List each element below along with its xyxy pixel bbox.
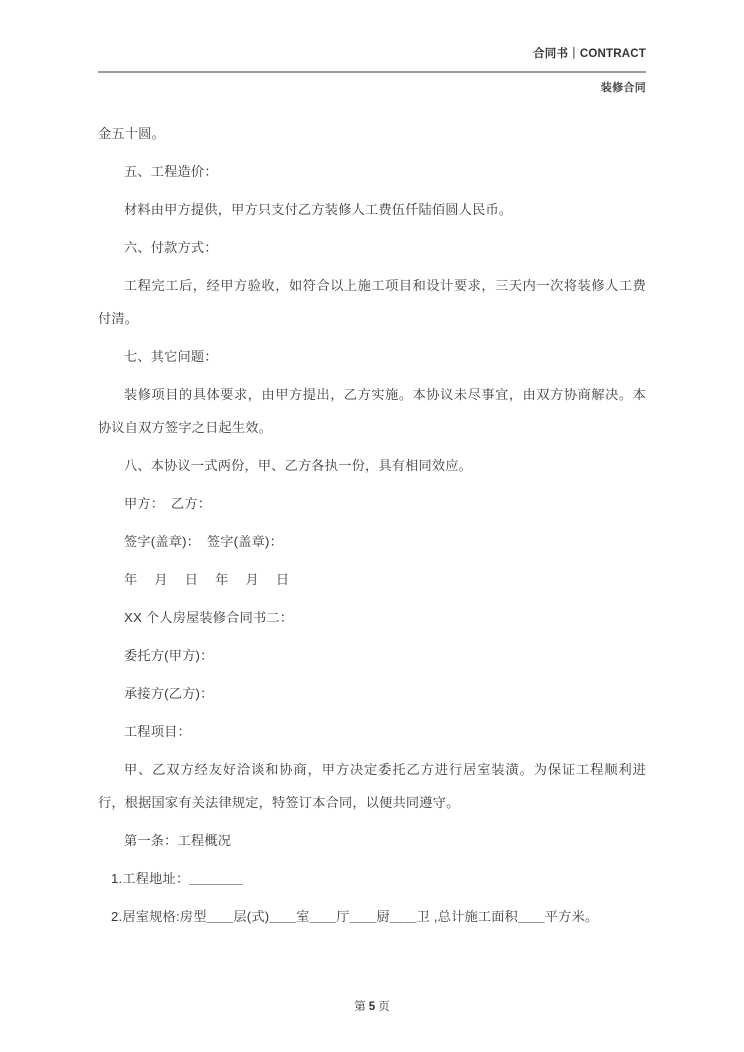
paragraph: 第一条：工程概况: [124, 833, 232, 848]
paragraph: 委托方(甲方)：: [124, 648, 214, 663]
header-subtitle: 装修合同: [600, 82, 646, 94]
paragraph: 材料由甲方提供，甲方只支付乙方装修人工费伍仟陆佰圆人民币。: [124, 202, 513, 217]
paragraph: 甲、乙双方经友好洽谈和协商，甲方决定委托乙方进行居室装潢。为保证工程顺利进行，根据国家有关法律规定，特签订本合同，以便共同遵守。: [98, 762, 646, 810]
paragraph: 2.居室规格:房型＿＿层(式)＿＿室＿＿厅＿＿厨＿＿卫 ,总计施工面积＿＿平方米。: [111, 909, 599, 924]
footer-prefix: 第: [354, 1001, 366, 1013]
paragraph: 工程项目：: [124, 724, 191, 739]
paragraph: 六、付款方式：: [124, 240, 218, 255]
page-header: [0, 0, 744, 62]
paragraph: 五、工程造价：: [124, 164, 218, 179]
paragraph: 承接方(乙方)：: [124, 686, 214, 701]
paragraph: 金五十圆。: [98, 126, 165, 141]
paragraph: 年 月 日 年 月 日: [124, 572, 292, 587]
paragraph: 八、本协议一式两份，甲、乙方各执一份，具有相同效应。: [124, 458, 473, 473]
footer-suffix: 页: [378, 1001, 390, 1013]
paragraph: 工程完工后，经甲方验收，如符合以上施工项目和设计要求，三天内一次将装修人工费付清。: [98, 278, 646, 326]
header-title: 合同书｜CONTRACT: [533, 48, 646, 60]
page-number: 5: [368, 1001, 376, 1013]
paragraph: 装修项目的具体要求，由甲方提出，乙方实施。本协议未尽事宜，由双方协商解决。本协议自双方签字之日起生效。: [98, 387, 646, 435]
document-body: [0, 95, 744, 933]
page-footer: [0, 998, 744, 1014]
paragraph: 签字(盖章)： 签字(盖章)：: [124, 534, 284, 549]
page-number-group: [354, 998, 389, 1014]
paragraph: 1.工程地址：＿＿＿＿: [111, 871, 243, 886]
paragraph: 甲方： 乙方：: [124, 496, 212, 511]
paragraph: 七、其它问题：: [124, 349, 218, 364]
paragraph: XX 个人房屋装修合同书二：: [124, 610, 294, 625]
